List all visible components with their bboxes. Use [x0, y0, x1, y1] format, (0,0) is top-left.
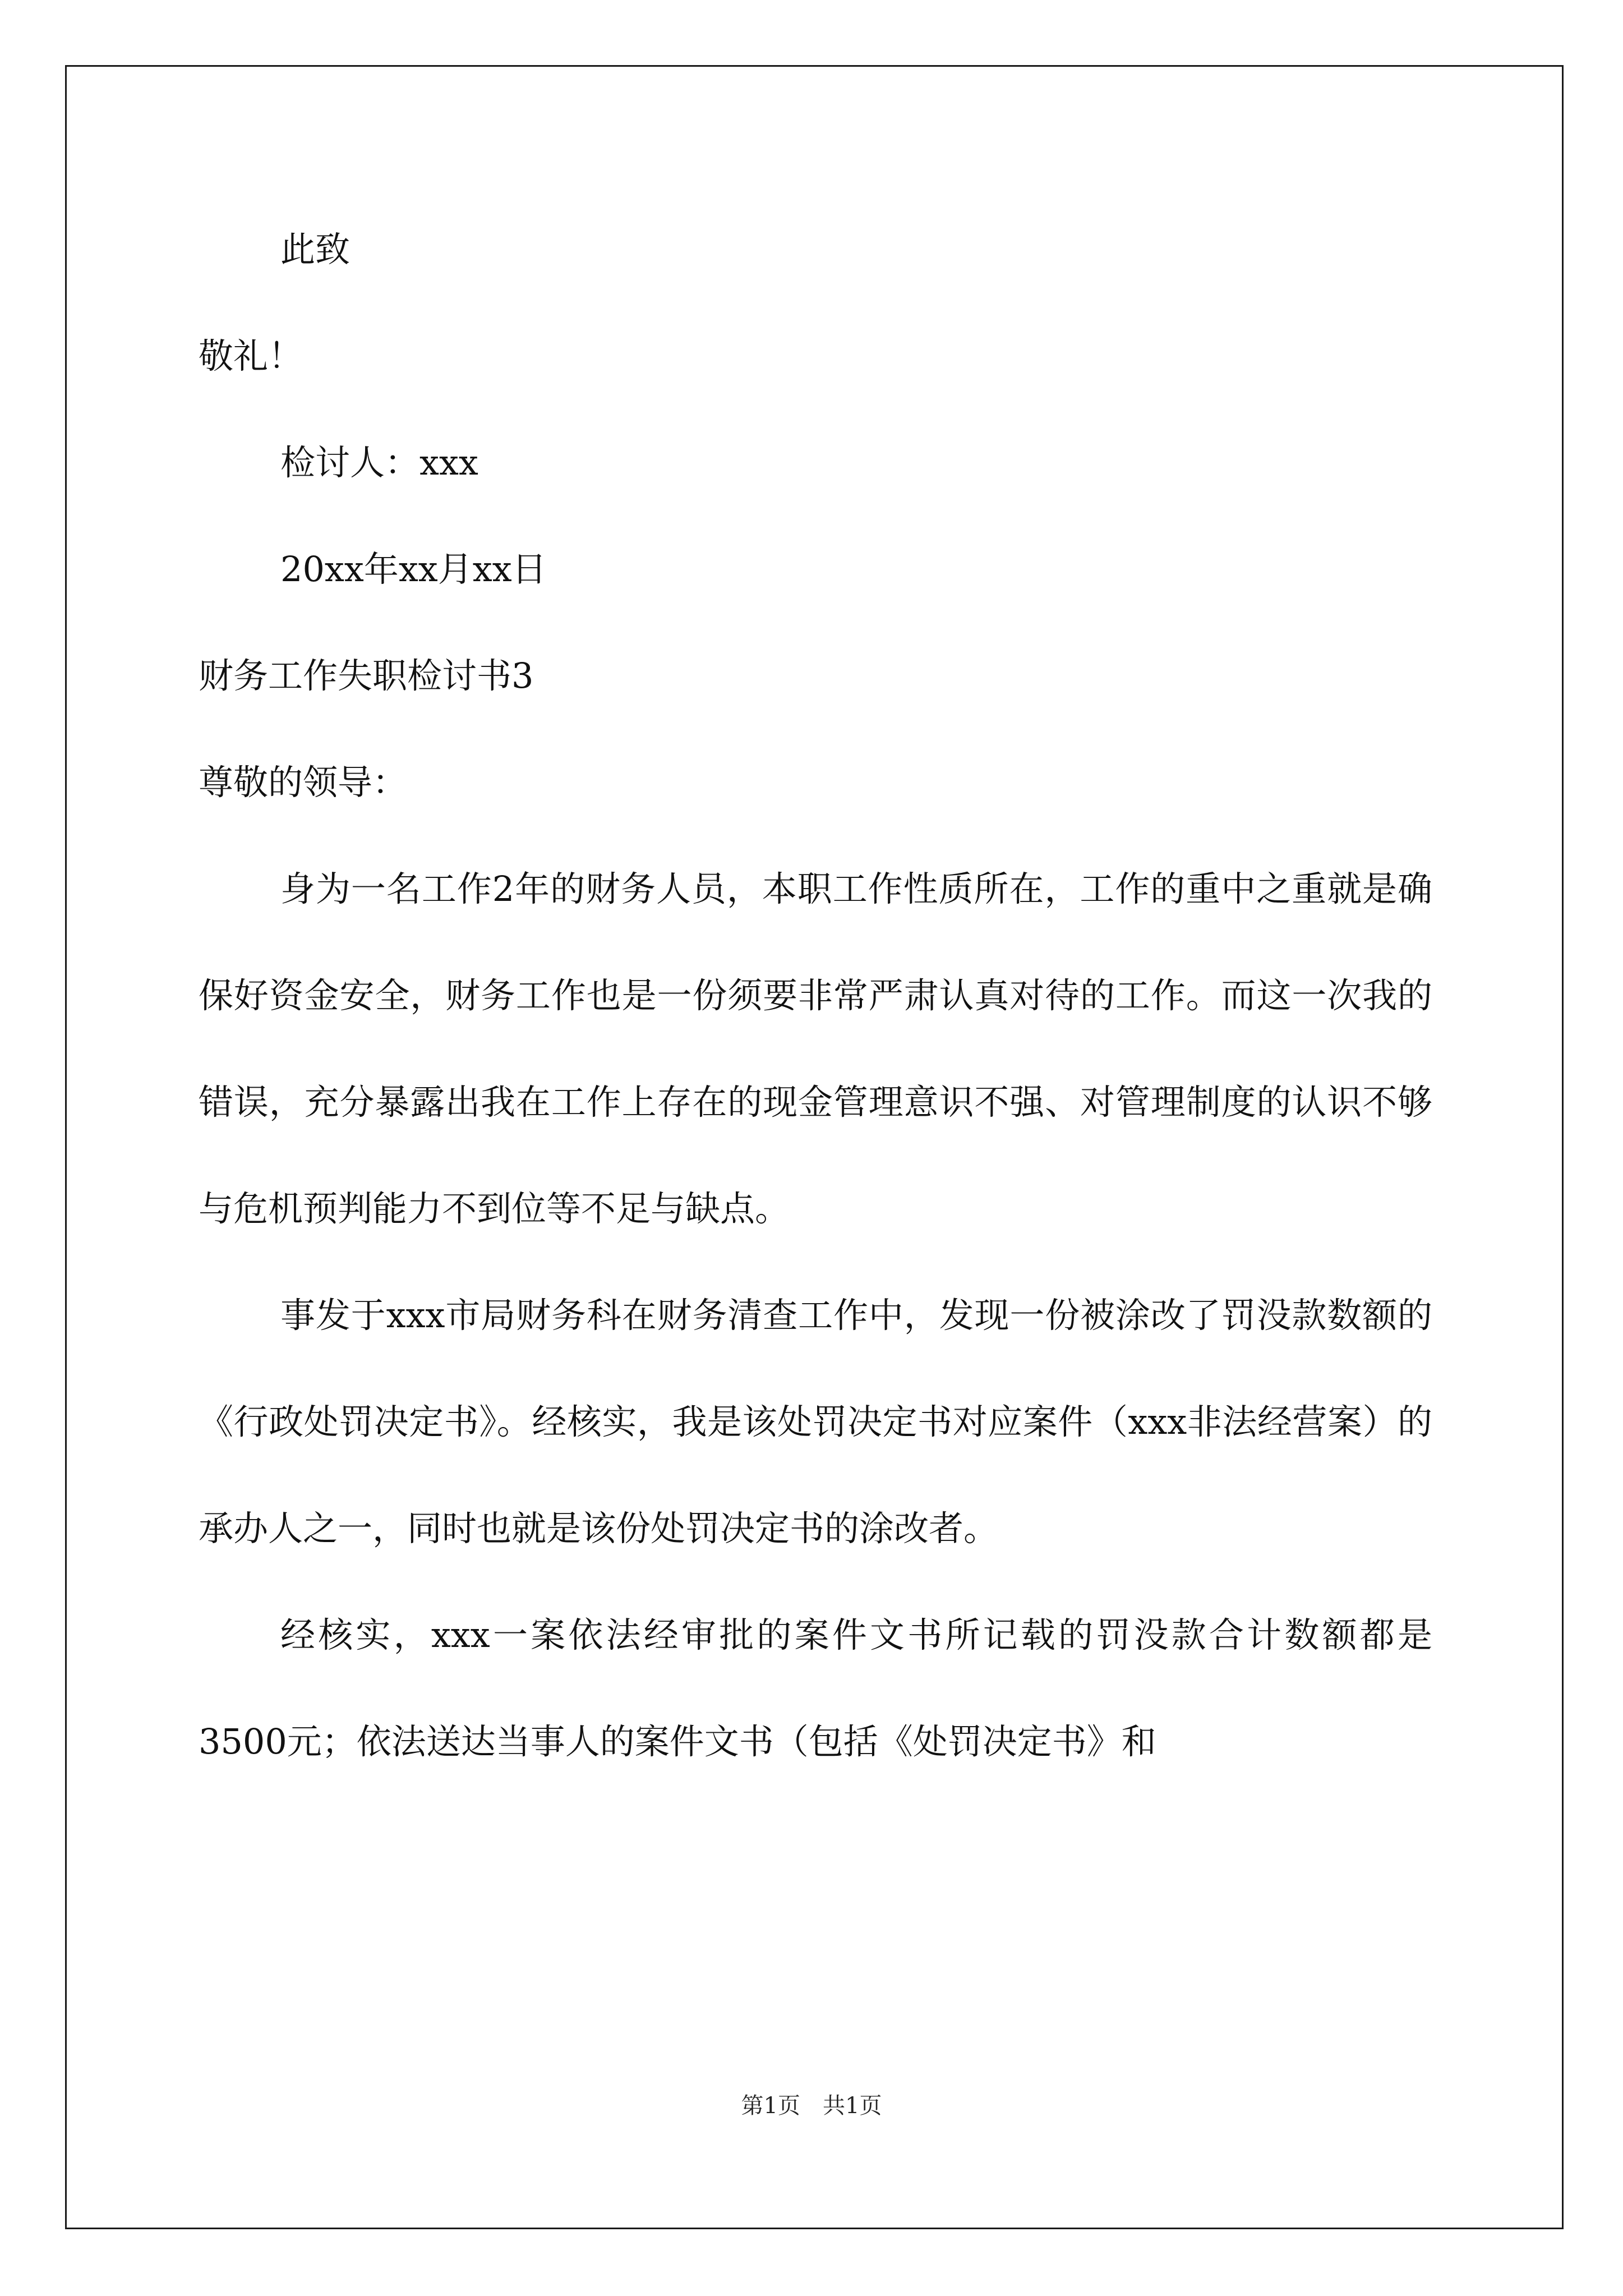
- paragraph-2: 事发于xxx市局财务科在财务清查工作中，发现一份被涂改了罚没款数额的《行政处罚决定书》。经核实，我是该处罚决定书对应案件（xxx非法经营案）的承办人之一，同时也就是该份处罚决定书的涂改者。: [199, 1295, 1432, 1549]
- paragraph-3: 经核实，xxx一案依法经审批的案件文书所记载的罚没款合计数额都是3500元；依法送达当事人的案件文书（包括《处罚决定书》和: [199, 1614, 1432, 1762]
- section-title: 财务工作失职检讨书3: [199, 655, 534, 696]
- letter-date: 20xx年xx月xx日: [280, 549, 547, 590]
- greeting: 尊敬的领导：: [199, 762, 408, 803]
- paragraph-1: 身为一名工作2年的财务人员，本职工作性质所在，工作的重中之重就是确保好资金安全，财务工作也是一份须要非常严肃认真对待的工作。而这一次我的错误，充分暴露出我在工作上存在的现金管理意识不强、对管理制度的认识不够与危机预判能力不到位等不足与缺点。: [199, 868, 1432, 1229]
- reviewer-signature: 检讨人：xxx: [280, 442, 478, 483]
- closing-salutation: 此致: [280, 229, 351, 270]
- document-body: [199, 196, 1432, 1795]
- page-footer: 第1页 共1页: [741, 2093, 882, 2119]
- closing-regards: 敬礼！: [199, 335, 303, 376]
